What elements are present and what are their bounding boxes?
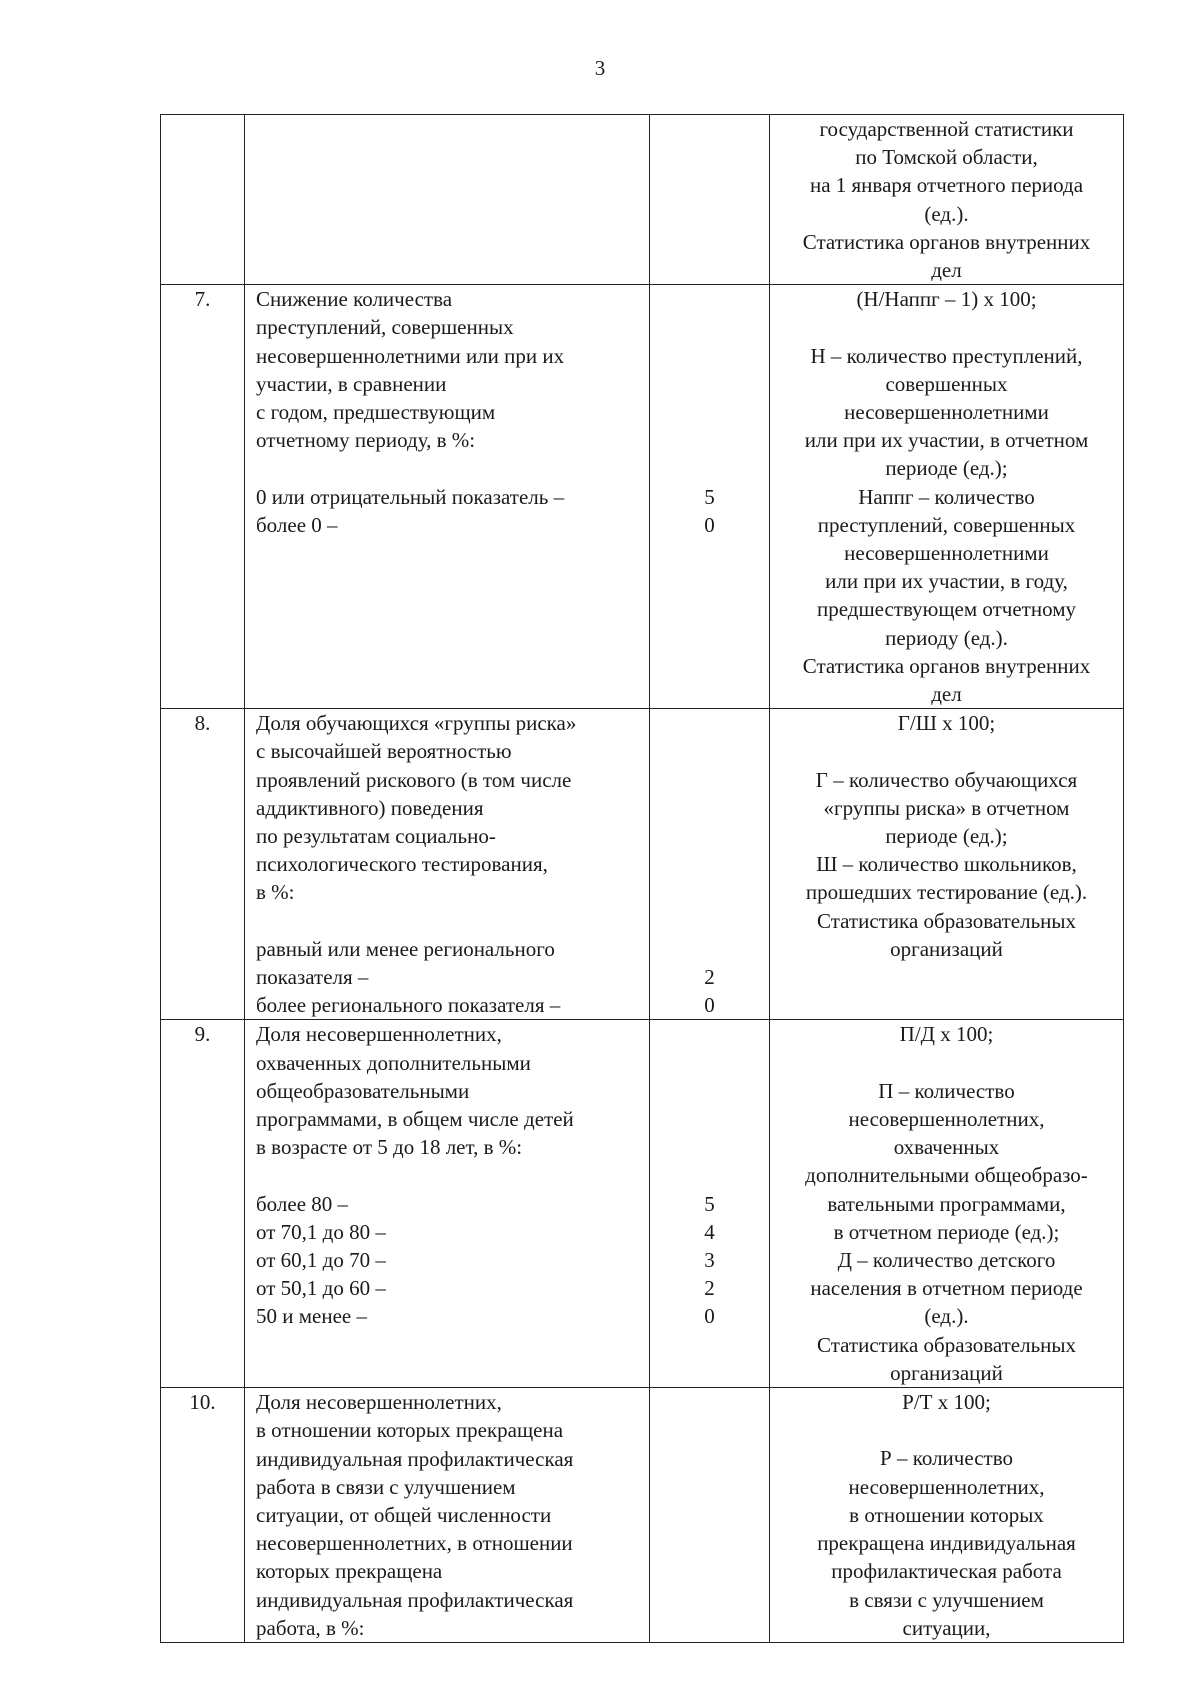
indicator-description-line: несовершеннолетними или при их — [256, 343, 565, 368]
indicator-description-line: охваченных дополнительными — [256, 1050, 531, 1075]
indicator-points-line: 5 — [704, 484, 715, 509]
indicator-points-line — [650, 737, 769, 765]
indicator-points-line: 0 — [704, 512, 715, 537]
indicator-formula — [770, 709, 1124, 1020]
indicator-description — [245, 709, 650, 1020]
indicator-points-line — [650, 313, 769, 341]
indicator-points — [650, 709, 770, 1020]
row-number — [161, 1388, 245, 1643]
indicator-description-line: более 0 – — [256, 512, 338, 537]
indicator-points-line — [650, 907, 769, 935]
indicator-formula-line: на 1 января отчетного периода — [809, 173, 1084, 198]
indicator-formula-line: прекращена индивидуальная — [817, 1531, 1076, 1556]
row-number — [161, 1020, 245, 1388]
indicator-description-line: индивидуальная профилактическая — [256, 1587, 574, 1612]
indicator-description-line: от 60,1 до 70 – — [256, 1248, 386, 1273]
indicator-formula-line: совершенных — [885, 371, 1008, 396]
indicator-description-line: 0 или отрицательный показатель – — [256, 484, 565, 509]
indicator-description-line: в %: — [256, 880, 295, 905]
indicator-points — [650, 1388, 770, 1643]
indicator-description — [245, 285, 650, 709]
table-row — [161, 115, 1124, 285]
row-number-text: 7. — [194, 287, 211, 312]
indicator-points-line — [650, 1077, 769, 1105]
indicator-points-line — [650, 878, 769, 906]
indicator-formula-line: (Н/Наппг – 1) х 100; — [856, 287, 1037, 312]
indicator-formula — [770, 1020, 1124, 1388]
indicator-description-line: несовершеннолетних, в отношении — [256, 1531, 573, 1556]
indicator-description-line: с годом, предшествующим — [256, 400, 496, 425]
indicator-points-line — [650, 766, 769, 794]
indicator-formula-line: несовершеннолетними — [844, 400, 1049, 425]
indicator-points-line: 2 — [704, 964, 715, 989]
indicator-formula — [770, 115, 1124, 285]
indicator-formula-line: Р/Т х 100; — [902, 1390, 991, 1415]
indicator-points — [650, 115, 770, 285]
indicator-formula-line: периоде (ед.); — [885, 456, 1008, 481]
indicator-points-line — [650, 822, 769, 850]
indicator-formula-line: несовершеннолетних, — [848, 1474, 1045, 1499]
indicator-description-line: от 70,1 до 80 – — [256, 1219, 386, 1244]
indicator-description-line: в отношении которых прекращена — [256, 1418, 564, 1443]
indicator-description-line: более 80 – — [256, 1191, 349, 1216]
indicator-points-line — [650, 426, 769, 454]
indicator-points-line — [650, 1133, 769, 1161]
indicator-formula-line: Статистика образовательных — [816, 1332, 1077, 1357]
criteria-table — [160, 114, 1124, 1643]
indicator-formula-line: Наппг – количество — [858, 484, 1035, 509]
indicator-description-line: индивидуальная профилактическая — [256, 1446, 574, 1471]
indicator-formula — [770, 1388, 1124, 1643]
indicator-description-line: более регионального показателя – — [256, 993, 561, 1018]
indicator-description-line: показателя – — [256, 965, 369, 990]
indicator-points-line — [650, 398, 769, 426]
indicator-description-line: по результатам социально- — [256, 824, 496, 849]
indicator-points — [650, 285, 770, 709]
indicator-formula-line: или при их участии, в году, — [825, 569, 1068, 594]
indicator-description-line: 50 и менее – — [256, 1304, 367, 1329]
indicator-formula-line: Статистика органов внутренних — [802, 653, 1091, 678]
indicator-formula-line: в отчетном периоде (ед.); — [833, 1219, 1060, 1244]
row-number-text: 8. — [194, 711, 211, 736]
indicator-formula — [770, 285, 1124, 709]
indicator-points-line: 3 — [704, 1248, 715, 1272]
indicator-description-line: программами, в общем числе детей — [256, 1107, 574, 1132]
indicator-points-line — [650, 850, 769, 878]
indicator-description-line: Доля обучающихся «группы риска» — [256, 711, 577, 736]
indicator-formula-line: организаций — [890, 936, 1003, 961]
row-number — [161, 115, 245, 285]
table-row — [161, 709, 1124, 1020]
indicator-formula-line: Г/Ш х 100; — [897, 711, 996, 736]
indicator-description-line: участии, в сравнении — [256, 371, 447, 396]
indicator-formula-line: преступлений, совершенных — [817, 512, 1076, 537]
indicator-formula-line: периоду (ед.). — [885, 625, 1008, 650]
indicator-formula-line: по Томской области, — [855, 145, 1038, 170]
indicator-description-line: проявлений рискового (в том числе — [256, 767, 572, 792]
indicator-formula-line: или при их участии, в отчетном — [804, 428, 1089, 453]
indicator-description-line: психологического тестирования, — [256, 852, 548, 877]
indicator-points-line: 4 — [704, 1219, 715, 1244]
indicator-description-line: ситуации, от общей численности — [256, 1502, 552, 1527]
indicator-description — [245, 115, 650, 285]
table-row — [161, 1388, 1124, 1643]
indicator-points-line — [650, 935, 769, 963]
indicator-points-line — [650, 1105, 769, 1133]
indicator-formula-line: ситуации, — [902, 1615, 991, 1640]
indicator-description-line: Доля несовершеннолетних, — [256, 1390, 502, 1415]
indicator-formula-line: (ед.). — [924, 201, 969, 226]
indicator-description-line: Снижение количества — [256, 287, 453, 312]
indicator-formula-line: П – количество — [878, 1078, 1015, 1103]
indicator-formula-line — [774, 737, 1119, 765]
indicator-points-line — [650, 794, 769, 822]
indicator-points-line — [650, 342, 769, 370]
indicator-formula-line: вательными программами, — [827, 1191, 1066, 1216]
indicator-description-line — [256, 454, 643, 482]
indicator-points-line: 0 — [704, 1304, 715, 1329]
row-number — [161, 285, 245, 709]
indicator-points — [650, 1020, 770, 1388]
indicator-description-line: отчетному периоду, в %: — [256, 428, 476, 453]
indicator-points-line — [650, 285, 769, 313]
table-row — [161, 1020, 1124, 1388]
indicator-description-line: с высочайшей вероятностью — [256, 739, 512, 764]
indicator-description-line: в возрасте от 5 до 18 лет, в %: — [256, 1135, 523, 1160]
indicator-description-line: общеобразовательными — [256, 1078, 470, 1103]
row-number-text: 10. — [189, 1390, 216, 1415]
indicator-points-line — [650, 454, 769, 482]
indicator-formula-line: государственной статистики — [819, 117, 1074, 141]
indicator-formula-line: предшествующем отчетному — [817, 597, 1076, 622]
indicator-formula-line: организаций — [890, 1360, 1003, 1385]
indicator-description-line: аддиктивного) поведения — [256, 795, 484, 820]
indicator-description — [245, 1020, 650, 1388]
indicator-points-line: 2 — [704, 1276, 715, 1301]
indicator-formula-line: дополнительными общеобразо- — [805, 1163, 1088, 1188]
indicator-formula-line: «группы риска» в отчетном — [823, 795, 1070, 820]
indicator-formula-line: П/Д х 100; — [899, 1022, 994, 1047]
page-number: 3 — [594, 56, 606, 80]
indicator-formula-line: Н – количество преступлений, — [810, 343, 1083, 368]
indicator-formula-line: прошедших тестирование (ед.). — [805, 880, 1088, 905]
indicator-formula-line: Р – количество — [880, 1446, 1013, 1471]
indicator-formula-line: Д – количество детского — [837, 1248, 1056, 1273]
indicator-formula-line: профилактическая работа — [831, 1559, 1062, 1584]
indicator-description-line: преступлений, совершенных — [256, 315, 514, 340]
indicator-description-line — [256, 1161, 643, 1189]
indicator-points-line — [650, 370, 769, 398]
indicator-description-line: от 50,1 до 60 – — [256, 1276, 386, 1301]
indicator-formula-line — [774, 1416, 1119, 1444]
indicator-formula-line: населения в отчетном периоде — [810, 1276, 1083, 1301]
indicator-formula-line: Статистика образовательных — [816, 908, 1077, 933]
indicator-points-line: 5 — [704, 1191, 715, 1216]
row-number-text: 9. — [194, 1022, 211, 1047]
indicator-points-line — [650, 1049, 769, 1077]
indicator-formula-line: Статистика органов внутренних — [802, 229, 1091, 254]
indicator-formula-line: Ш – количество школьников, — [816, 852, 1077, 877]
indicator-formula-line — [774, 313, 1119, 341]
indicator-points-line: 0 — [704, 993, 715, 1018]
indicator-formula-line: периоде (ед.); — [885, 824, 1008, 849]
indicator-formula-line: (ед.). — [924, 1304, 969, 1329]
indicator-description-line: Доля несовершеннолетних, — [256, 1022, 502, 1047]
indicator-description-line: равный или менее регионального — [256, 936, 555, 961]
table-row — [161, 285, 1124, 709]
indicator-points-line — [650, 709, 769, 737]
indicator-formula-line: охваченных — [893, 1135, 1000, 1160]
indicator-description — [245, 1388, 650, 1643]
indicator-formula-line: Г – количество обучающихся — [815, 767, 1078, 792]
indicator-description-line — [256, 907, 643, 935]
row-number-text — [161, 115, 244, 143]
indicator-formula-line: в связи с улучшением — [849, 1587, 1044, 1612]
indicator-description-line: работа в связи с улучшением — [256, 1474, 516, 1499]
row-number — [161, 709, 245, 1020]
indicator-formula-line: в отношении которых — [849, 1502, 1044, 1527]
indicator-description-line: которых прекращена — [256, 1559, 443, 1584]
indicator-formula-line: дел — [931, 258, 962, 283]
indicator-points-line — [650, 1020, 769, 1048]
indicator-formula-line — [774, 1049, 1119, 1077]
indicator-points-line — [650, 1161, 769, 1189]
indicator-formula-line: несовершеннолетних, — [848, 1107, 1045, 1132]
indicator-description-line: работа, в %: — [256, 1615, 365, 1640]
indicator-formula-line: дел — [931, 682, 962, 707]
indicator-formula-line: несовершеннолетними — [844, 541, 1049, 566]
